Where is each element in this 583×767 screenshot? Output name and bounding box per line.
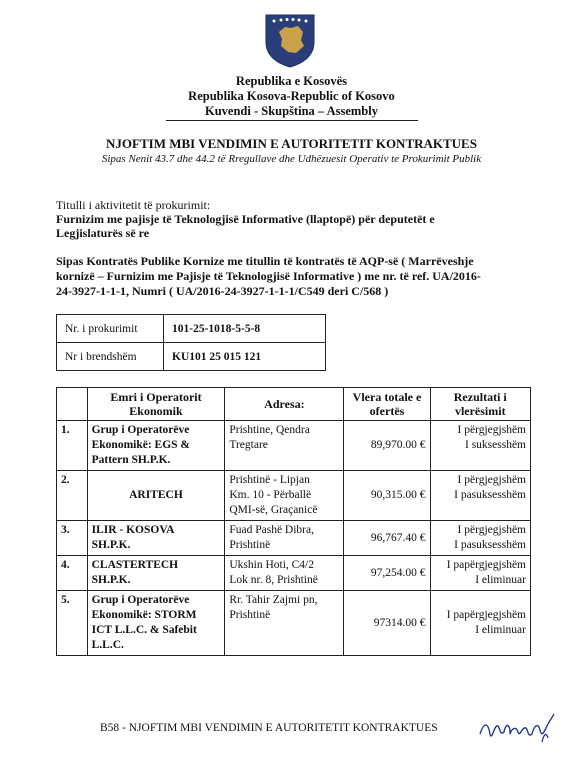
contract-line1: Sipas Kontratës Publike Kornize me titullin të kontratës të AQP-së ( Marrëveshje xyxy=(56,254,474,268)
table-row xyxy=(57,521,531,556)
activity-label: Titulli i aktivitetit të prokurimit: xyxy=(56,198,211,212)
operator-name xyxy=(87,591,225,656)
internal-number-label: Nr i brendshëm xyxy=(57,343,164,371)
notice-title: NJOFTIM MBI VENDIMIN E AUTORITETIT KONTRAKTUES xyxy=(106,136,477,151)
operator-name xyxy=(87,471,225,521)
table-row xyxy=(57,315,326,343)
address-line: Prishtinë - Lipjan xyxy=(229,474,310,486)
address-line: QMI-së, Graçanicë xyxy=(229,504,318,516)
offer-value: 89,970.00 € xyxy=(344,421,430,471)
offer-value: 97314.00 € xyxy=(344,591,430,656)
address-line: Prishtine, Qendra xyxy=(229,424,310,436)
table-header-row xyxy=(57,388,531,421)
procurement-number-label: Nr. i prokurimit xyxy=(57,315,164,343)
table-row xyxy=(57,343,326,371)
table-row xyxy=(57,421,531,471)
operator-name-line: CLASTERTECH xyxy=(91,559,179,571)
contract-line2: kornizë – Furnizim me Pajisje të Teknologjisë Informative ) me nr. të ref. UA/2016- xyxy=(56,269,481,283)
procurement-ids-table xyxy=(56,314,326,371)
header-number xyxy=(57,388,88,421)
address-line: Fuad Pashë Dibra, xyxy=(229,524,314,536)
result-line: I papërgjegjshëm xyxy=(446,609,526,621)
operator-name xyxy=(87,556,225,591)
offer-value: 97,254.00 € xyxy=(344,556,430,591)
operator-name-line: ARITECH xyxy=(129,489,183,501)
operators-table xyxy=(56,387,531,656)
contract-line3: 24-3927-1-1-1, Numri ( UA/2016-24-3927-1-1-1/C549 deri C/568 ) xyxy=(56,284,389,298)
address-line: Rr. Tahir Zajmi pn, xyxy=(229,594,318,606)
operator-name xyxy=(87,421,225,471)
offer-value: 96,767.40 € xyxy=(344,521,430,556)
activity-title-line2: Legjislaturës së re xyxy=(56,226,150,240)
result-line: I suksesshëm xyxy=(464,439,526,451)
result-line: I pasuksesshëm xyxy=(454,489,526,501)
address-line: Tregtare xyxy=(229,439,268,451)
result-line: I eliminuar xyxy=(475,574,526,586)
header-divider xyxy=(166,120,418,121)
evaluation-result xyxy=(430,471,530,521)
table-row xyxy=(57,556,531,591)
row-number: 2. xyxy=(57,471,88,521)
header-value: Vlera totale e ofertës xyxy=(344,388,430,421)
row-number: 1. xyxy=(57,421,88,471)
operator-name-line: L.L.C. xyxy=(91,639,124,651)
operator-address xyxy=(225,471,344,521)
address-line: Prishtinë xyxy=(229,539,271,551)
operator-name-line: ICT L.L.C. & Safebit xyxy=(91,624,197,636)
result-line: I papërgjegjshëm xyxy=(446,559,526,571)
header-country-albanian: Republika e Kosovës xyxy=(235,74,348,88)
operator-name-line: Pattern SH.P.K. xyxy=(91,454,171,466)
address-line: Km. 10 - Përballë xyxy=(229,489,312,501)
table-row xyxy=(57,471,531,521)
result-line: I përgjegjshëm xyxy=(457,524,526,536)
operator-address xyxy=(225,421,344,471)
activity-title-line1: Furnizim me pajisje të Teknologjisë Informative (llaptopë) për deputetët e xyxy=(56,212,435,226)
operator-address xyxy=(225,591,344,656)
internal-number-value: KU101 25 015 121 xyxy=(164,343,326,371)
row-number: 4. xyxy=(57,556,88,591)
evaluation-result xyxy=(430,591,530,656)
operator-address xyxy=(225,521,344,556)
result-line: I përgjegjshëm xyxy=(457,424,526,436)
evaluation-result xyxy=(430,556,530,591)
offer-value: 90,315.00 € xyxy=(344,471,430,521)
operator-name-line: ILIR - KOSOVA xyxy=(91,524,175,536)
operator-name-line: Ekonomikë: EGS & xyxy=(91,439,191,451)
procurement-number-value: 101-25-1018-5-5-8 xyxy=(164,315,326,343)
operator-address xyxy=(225,556,344,591)
operator-name xyxy=(87,521,225,556)
operator-name-line: SH.P.K. xyxy=(91,539,131,551)
table-row xyxy=(57,591,531,656)
operator-name-line: Ekonomikë: STORM xyxy=(91,609,197,621)
address-line: Lok nr. 8, Prishtinë xyxy=(229,574,318,586)
result-line: I përgjegjshëm xyxy=(457,474,526,486)
header-assembly: Kuvendi - Skupština – Assembly xyxy=(205,104,378,118)
address-line: Ukshin Hoti, C4/2 xyxy=(229,559,315,571)
operator-name-line: Grup i Operatorëve xyxy=(91,594,190,606)
row-number: 3. xyxy=(57,521,88,556)
evaluation-result xyxy=(430,521,530,556)
address-line: Prishtinë xyxy=(229,609,271,621)
kosovo-coat-of-arms-icon xyxy=(263,12,317,68)
row-number: 5. xyxy=(57,591,88,656)
evaluation-result xyxy=(430,421,530,471)
signature-icon xyxy=(478,712,558,753)
header-operator: Emri i Operatorit Ekonomik xyxy=(87,388,225,421)
operator-name-line: SH.P.K. xyxy=(91,574,131,586)
operator-name-line: Grup i Operatorëve xyxy=(91,424,190,436)
result-line: I eliminuar xyxy=(475,624,526,636)
header-address: Adresa: xyxy=(225,388,344,421)
result-line: I pasuksesshëm xyxy=(454,539,526,551)
footer-form-code: B58 - NJOFTIM MBI VENDIMIN E AUTORITETIT KONTRAKTUES xyxy=(100,722,438,734)
header-country-multilingual: Republika Kosova-Republic of Kosovo xyxy=(188,89,395,103)
notice-subtitle: Sipas Nenit 43.7 dhe 44.2 të Rregullave dhe Udhëzuesit Operativ te Prokurimit Publik xyxy=(101,153,482,165)
header-result: Rezultati i vlerësimit xyxy=(430,388,530,421)
